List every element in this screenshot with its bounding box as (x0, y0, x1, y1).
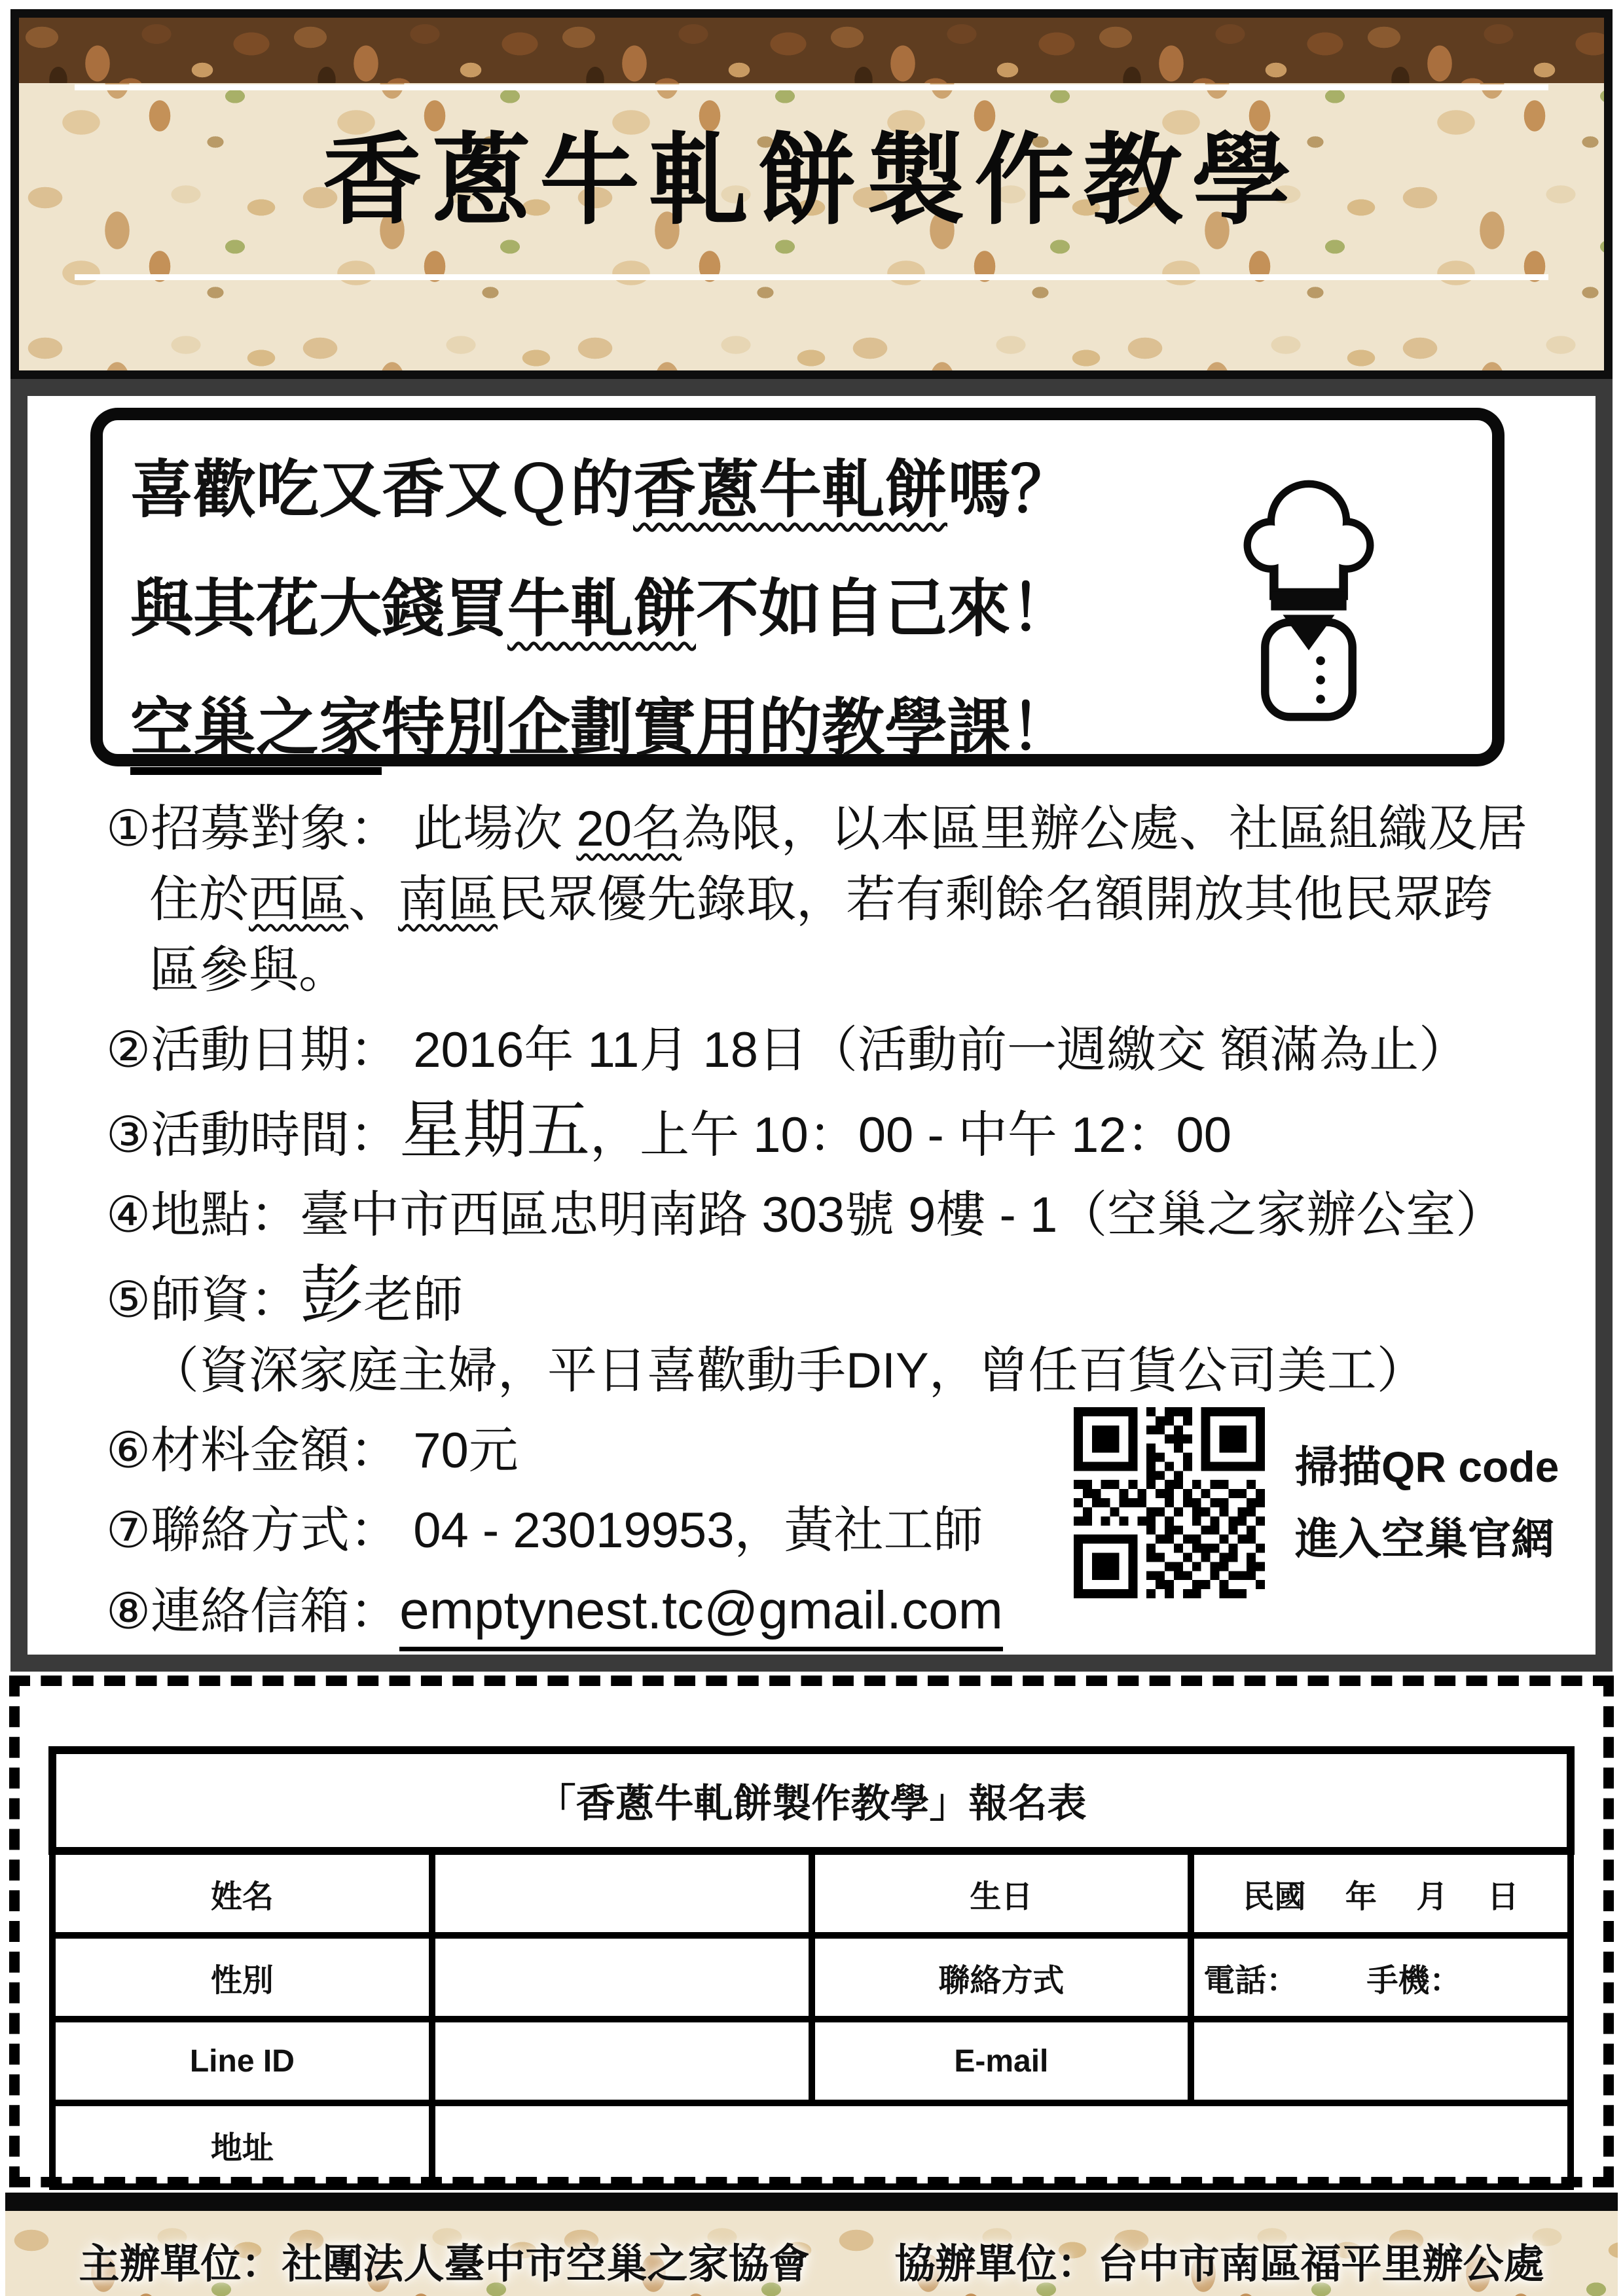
wavy-underline-text: 香蔥牛軋餅 (633, 455, 947, 525)
item-label: 材料金額： (151, 1423, 400, 1479)
table-row (52, 2019, 1571, 2103)
weekday-highlight: 星期五 (399, 1094, 591, 1166)
intro-box (90, 408, 1504, 766)
organizer-credit: 主辦單位：社團法人臺中市空巢之家協會 (79, 2241, 810, 2287)
item-number: ⑤ (106, 1272, 151, 1328)
item-line (106, 935, 1540, 1006)
birthday-input-cell (1191, 1851, 1571, 1935)
qr-code (1074, 1407, 1265, 1598)
item-label: 活動日期： (151, 1022, 400, 1078)
era-label: 民國 (1243, 1879, 1306, 1914)
text-segment: 、 (348, 872, 398, 927)
line-id-label: Line ID (52, 2019, 432, 2103)
intro-lines (130, 431, 1073, 788)
email-link[interactable]: emptynest.tc@gmail.com (399, 1581, 1003, 1651)
text-segment: ，上午 10：00 - 中午 12：00 (590, 1107, 1232, 1163)
item-label: 地點： (151, 1187, 301, 1243)
divider-line-top (75, 84, 1548, 90)
contact-input-cell (1191, 1935, 1571, 2019)
item-line (106, 794, 1540, 865)
email-label: E-mail (812, 2019, 1192, 2103)
item-number: ⑧ (106, 1584, 151, 1640)
item-number: ④ (106, 1187, 151, 1243)
table-row (52, 1851, 1571, 1935)
text-segment: 70元 (399, 1423, 519, 1479)
item-label: 招募對象： (151, 801, 400, 857)
item-label: 聯絡方式： (151, 1503, 400, 1558)
item-line (106, 1015, 1540, 1086)
form-title-row (52, 1750, 1571, 1851)
text-segment: 為限，以本區里辦公處、社區組織及居 (681, 801, 1527, 857)
gender-input-cell (432, 1935, 812, 2019)
wavy-underline-text: 20名 (576, 801, 682, 857)
mobile-label: 手機： (1366, 1963, 1461, 1998)
item-line (106, 1095, 1540, 1171)
text-segment: 此場次 (399, 801, 577, 857)
item-label: 連絡信箱： (151, 1584, 400, 1640)
header-banner (10, 9, 1613, 379)
intro-line-2 (130, 550, 1073, 669)
contact-label: 聯絡方式 (812, 1935, 1192, 2019)
form-title: 「香蔥牛軋餅製作教學」報名表 (52, 1750, 1571, 1851)
day-label: 日 (1487, 1879, 1519, 1914)
text-segment: 住於 (149, 872, 249, 927)
registration-form-section (9, 1676, 1614, 2187)
teacher-name: 彭 (300, 1259, 364, 1331)
item-label: 活動時間： (151, 1107, 400, 1163)
line-id-input-cell (432, 2019, 812, 2103)
registration-form-table (48, 1746, 1575, 2190)
item-line (106, 1180, 1540, 1251)
gender-label: 性別 (52, 1935, 432, 2019)
item-number: ① (106, 801, 151, 857)
contact-format (1203, 1955, 1558, 2000)
text-segment: 喜歡吃又香又Ｑ的 (130, 455, 633, 525)
footer-banner (5, 2193, 1618, 2296)
qr-block (1074, 1407, 1559, 1598)
underlined-org-name: 空巢之家 (130, 693, 382, 775)
text-segment: 與其花大錢買 (130, 574, 507, 644)
address-input-cell (432, 2103, 1571, 2187)
text-segment: 民眾優先錄取，若有剩餘名額開放其他民眾跨 (498, 872, 1493, 927)
table-row (52, 1935, 1571, 2019)
text-segment: 老師 (363, 1272, 464, 1328)
birthday-label: 生日 (812, 1851, 1192, 1935)
wavy-underline-text: 牛軋餅 (507, 574, 696, 644)
table-row (52, 2103, 1571, 2187)
text-segment: 2016年 11月 18日（活動前一週繳交 額滿為止） (399, 1022, 1469, 1078)
name-label: 姓名 (52, 1851, 432, 1935)
list-item-time (106, 1095, 1540, 1171)
item-number: ⑦ (106, 1503, 151, 1558)
list-item-teacher (106, 1260, 1540, 1407)
list-item-recruitment (106, 794, 1540, 1006)
intro-line-1 (130, 431, 1073, 550)
text-segment: 特別企劃實用的教學課！ (382, 693, 1073, 763)
email-input-cell (1191, 2019, 1571, 2103)
content-section (10, 379, 1613, 1672)
item-label: 師資： (151, 1272, 301, 1328)
chef-icon (1224, 439, 1394, 753)
page-title: 香蔥牛軋餅製作教學 (322, 125, 1301, 236)
text-segment: 區參與。 (149, 942, 348, 998)
wavy-underline-text: 西區 (249, 872, 348, 927)
qr-caption-line-2: 進入空巢官網 (1295, 1515, 1554, 1563)
phone-number: 04 - 23019953，黃社工師 (399, 1503, 983, 1558)
month-label: 月 (1416, 1879, 1448, 1914)
list-item-date (106, 1015, 1540, 1086)
co-organizer-credit: 協辦單位：台中市南區福平里辦公處 (894, 2241, 1544, 2287)
item-line (106, 1260, 1540, 1336)
wavy-underline-text: 南區 (398, 872, 498, 927)
birthday-format (1203, 1871, 1558, 1916)
qr-caption-line-1: 掃描QR code (1295, 1443, 1559, 1491)
name-input-cell (432, 1851, 812, 1935)
text-segment: 不如自己來！ (696, 574, 1073, 644)
intro-line-3 (130, 669, 1073, 788)
nuts-photo-band (19, 18, 1604, 83)
teacher-bio: （資深家庭主婦，平日喜歡動手DIY，曾任百貨公司美工） (149, 1343, 1427, 1399)
item-line (106, 1336, 1540, 1407)
year-label: 年 (1345, 1879, 1377, 1914)
item-number: ⑥ (106, 1423, 151, 1479)
item-line (106, 865, 1540, 935)
divider-line-bottom (75, 274, 1548, 280)
text-segment: 臺中市西區忠明南路 303號 9樓 - 1（空巢之家辦公室） (300, 1187, 1506, 1243)
text-segment: 嗎？ (947, 455, 1073, 525)
list-item-location (106, 1180, 1540, 1251)
address-label: 地址 (52, 2103, 432, 2187)
qr-caption (1295, 1407, 1559, 1598)
phone-label: 電話： (1203, 1963, 1298, 1998)
item-number: ③ (106, 1107, 151, 1163)
item-number: ② (106, 1022, 151, 1078)
